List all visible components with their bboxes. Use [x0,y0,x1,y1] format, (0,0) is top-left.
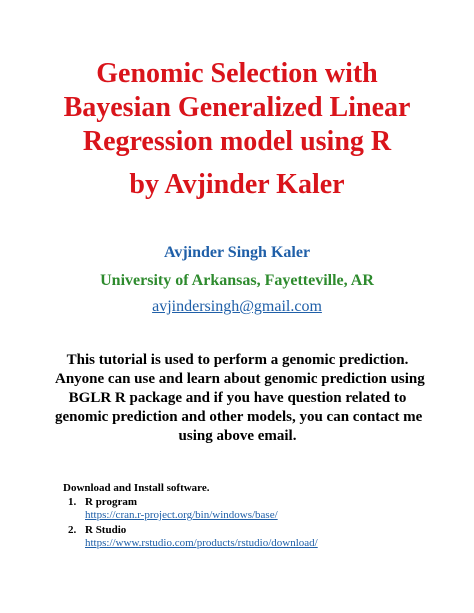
list-number: 1. [68,496,77,508]
download-list [63,496,443,550]
download-section [63,482,443,552]
title-byline: by Avjinder Kaler [129,169,345,200]
title-line-1: Genomic Selection with [96,58,378,89]
author-affiliation: University of Arkansas, Fayetteville, AR [100,272,374,289]
title-line-3: Regression model using R [82,126,392,157]
author-email-link[interactable]: avjindersingh@gmail.com [152,298,322,315]
download-heading: Download and Install software. [63,482,210,494]
list-number: 2. [68,524,77,536]
document-title [0,57,474,159]
author-email-container [0,298,474,316]
tutorial-description [55,351,425,446]
r-studio-download-link[interactable]: https://www.rstudio.com/products/rstudio/download/ [85,537,318,549]
r-program-download-link[interactable]: https://cran.r-project.org/bin/windows/base/ [85,509,278,521]
author-name: Avjinder Singh Kaler [163,244,311,261]
download-item-r-studio [68,524,443,550]
description-line-4: genomic prediction and other models, you can contact me [55,409,423,425]
description-line-3: BGLR R package and if you have question related to [68,390,407,406]
description-line-5: using above email. [178,428,297,444]
download-item-r-program [68,496,443,522]
title-line-2: Bayesian Generalized Linear [63,92,411,123]
software-name: R Studio [85,524,127,536]
description-line-1: This tutorial is used to perform a genomic prediction. [66,352,409,368]
description-line-2: Anyone can use and learn about genomic prediction using [55,371,425,387]
software-name: R program [85,496,138,508]
